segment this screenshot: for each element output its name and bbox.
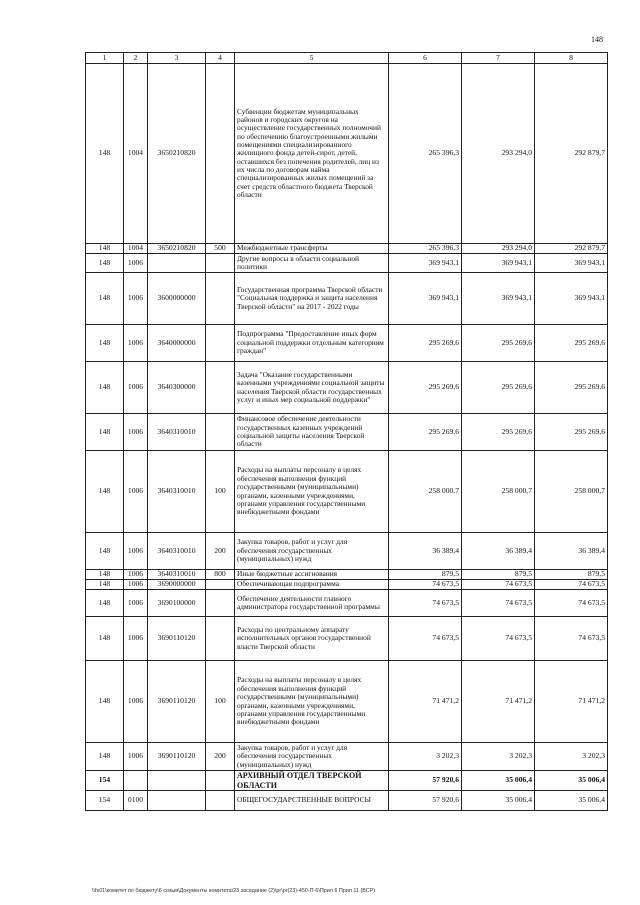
table-row (86, 254, 608, 273)
amount-year1-cell: 74 673,5 (389, 580, 462, 590)
amount-year1-cell: 295 269,6 (389, 362, 462, 414)
amount-year3-cell: 295 269,6 (535, 362, 608, 414)
section-code-cell: 1006 (124, 617, 148, 661)
amount-year2-cell: 369 943,1 (462, 273, 535, 325)
amount-year3-cell: 3 202,3 (535, 743, 608, 771)
amount-year1-cell: 57 920,6 (389, 791, 462, 811)
expense-type-cell (206, 791, 235, 811)
expense-name-cell: Подпрограмма "Предоставление иных форм социальной поддержки отдельным категориям граждан" (235, 325, 389, 362)
ministry-code-cell: 148 (86, 451, 124, 533)
expense-type-cell (206, 590, 235, 617)
target-article-cell (148, 791, 206, 811)
amount-year3-cell: 74 673,5 (535, 617, 608, 661)
amount-year2-cell: 295 269,6 (462, 362, 535, 414)
expense-name-cell: Задача "Оказание государственными казенными учреждениями социальной защиты населения Тверской области государственных услуг и иных мер социальной поддержки" (235, 362, 389, 414)
ministry-code-cell: 148 (86, 254, 124, 273)
expense-name-cell: Субвенции бюджетам муниципальных районов и городских округов на осуществление государственных полномочий по обеспечению благоустроенными жилыми помещениями специализированного жилищного фонда детей-сирот, детей, оставшихся без попечения родителей, лиц из их числа по договорам найма специализированных жилых помещений за счет средств областного бюджета Тверской области (235, 64, 389, 244)
section-code-cell: 1004 (124, 244, 148, 254)
column-header: 3 (148, 53, 206, 64)
amount-year1-cell: 265 396,3 (389, 244, 462, 254)
page-number: 148 (591, 35, 603, 44)
amount-year1-cell: 295 269,6 (389, 414, 462, 451)
amount-year1-cell: 879,5 (389, 570, 462, 580)
target-article-cell (148, 254, 206, 273)
ministry-code-cell: 154 (86, 771, 124, 791)
expense-type-cell (206, 254, 235, 273)
amount-year3-cell: 292 879,7 (535, 244, 608, 254)
amount-year2-cell: 295 269,6 (462, 414, 535, 451)
column-header: 5 (235, 53, 389, 64)
amount-year2-cell: 74 673,5 (462, 580, 535, 590)
expense-name-cell: Закупка товаров, работ и услуг для обеспечения государственных (муниципальных) нужд (235, 743, 389, 771)
section-code-cell: 1006 (124, 661, 148, 743)
amount-year1-cell: 369 943,1 (389, 254, 462, 273)
amount-year3-cell: 879,5 (535, 570, 608, 580)
ministry-code-cell: 148 (86, 325, 124, 362)
amount-year1-cell: 265 396,3 (389, 64, 462, 244)
target-article-cell: 3650210820 (148, 64, 206, 244)
target-article-cell: 3690110120 (148, 743, 206, 771)
amount-year2-cell: 36 389,4 (462, 533, 535, 570)
amount-year1-cell: 71 471,2 (389, 661, 462, 743)
amount-year1-cell: 258 000,7 (389, 451, 462, 533)
amount-year3-cell: 35 006,4 (535, 791, 608, 811)
amount-year3-cell: 292 879,7 (535, 64, 608, 244)
expense-type-cell (206, 325, 235, 362)
ministry-code-cell: 148 (86, 414, 124, 451)
amount-year1-cell: 36 389,4 (389, 533, 462, 570)
amount-year2-cell: 74 673,5 (462, 590, 535, 617)
amount-year2-cell: 3 202,3 (462, 743, 535, 771)
amount-year2-cell: 35 006,4 (462, 791, 535, 811)
table-row (86, 590, 608, 617)
table-row (86, 743, 608, 771)
ministry-code-cell: 148 (86, 64, 124, 244)
budget-table (85, 52, 608, 811)
section-code-cell: 1006 (124, 743, 148, 771)
expense-name-cell: Расходы на выплаты персоналу в целях обеспечения выполнения функций государственными (муниципальными) органами, казенными учреждениями, органами управления государственными внебюджетными фондами (235, 661, 389, 743)
expense-name-cell: Финансовое обеспечение деятельности государственных казенных учреждений социальной защиты населения Тверской области (235, 414, 389, 451)
section-code-cell: 1006 (124, 570, 148, 580)
expense-name-cell: Межбюджетные трансферты (235, 244, 389, 254)
expense-name-cell: Обеспечивающая подпрограмма (235, 580, 389, 590)
table-row (86, 570, 608, 580)
table-body (86, 64, 608, 811)
amount-year3-cell: 369 943,1 (535, 273, 608, 325)
amount-year3-cell: 71 471,2 (535, 661, 608, 743)
table-row (86, 325, 608, 362)
amount-year2-cell: 258 000,7 (462, 451, 535, 533)
section-code-cell: 1006 (124, 580, 148, 590)
section-code-cell: 1006 (124, 362, 148, 414)
table-row (86, 533, 608, 570)
section-code-cell: 1006 (124, 590, 148, 617)
expense-type-cell: 200 (206, 743, 235, 771)
target-article-cell: 3640000000 (148, 325, 206, 362)
table-row (86, 771, 608, 791)
expense-type-cell (206, 414, 235, 451)
expense-type-cell (206, 362, 235, 414)
table-row (86, 414, 608, 451)
amount-year1-cell: 74 673,5 (389, 590, 462, 617)
amount-year3-cell: 295 269,6 (535, 325, 608, 362)
amount-year2-cell: 71 471,2 (462, 661, 535, 743)
expense-type-cell (206, 617, 235, 661)
section-code-cell: 1006 (124, 325, 148, 362)
amount-year3-cell: 74 673,5 (535, 590, 608, 617)
target-article-cell: 3650210820 (148, 244, 206, 254)
expense-name-cell: Закупка товаров, работ и услуг для обеспечения государственных (муниципальных) нужд (235, 533, 389, 570)
amount-year1-cell: 74 673,5 (389, 617, 462, 661)
target-article-cell (148, 771, 206, 791)
section-code-cell (124, 771, 148, 791)
ministry-code-cell: 148 (86, 617, 124, 661)
expense-type-cell: 100 (206, 451, 235, 533)
amount-year3-cell: 36 389,4 (535, 533, 608, 570)
column-header: 6 (389, 53, 462, 64)
expense-type-cell: 200 (206, 533, 235, 570)
ministry-code-cell: 148 (86, 244, 124, 254)
section-code-cell: 1004 (124, 64, 148, 244)
expense-type-cell: 800 (206, 570, 235, 580)
expense-type-cell (206, 273, 235, 325)
table-row (86, 244, 608, 254)
file-path-footer: \\fs01\комитет по бюджету\6 созыв\Документы комитета\23 заседание (2)\pr\pr(23)-450-П-6\Прил 6 Прил 11 (ВСР) (92, 888, 375, 894)
amount-year2-cell: 879,5 (462, 570, 535, 580)
amount-year2-cell: 295 269,6 (462, 325, 535, 362)
amount-year2-cell: 293 294,0 (462, 244, 535, 254)
expense-name-cell: ОБЩЕГОСУДАРСТВЕННЫЕ ВОПРОСЫ (235, 791, 389, 811)
section-code-cell: 1006 (124, 533, 148, 570)
amount-year2-cell: 293 294,0 (462, 64, 535, 244)
table-row (86, 791, 608, 811)
target-article-cell: 3690000000 (148, 580, 206, 590)
amount-year1-cell: 369 943,1 (389, 273, 462, 325)
expense-type-cell (206, 64, 235, 244)
amount-year1-cell: 295 269,6 (389, 325, 462, 362)
section-code-cell: 1006 (124, 451, 148, 533)
amount-year3-cell: 258 000,7 (535, 451, 608, 533)
ministry-code-cell: 148 (86, 570, 124, 580)
table-row (86, 451, 608, 533)
ministry-code-cell: 148 (86, 273, 124, 325)
section-code-cell: 1006 (124, 414, 148, 451)
expense-name-cell: Расходы на выплаты персоналу в целях обеспечения выполнения функций государственными (муниципальными) органами, казенными учреждениями, органами управления государственными внебюджетными фондами (235, 451, 389, 533)
column-header: 7 (462, 53, 535, 64)
target-article-cell: 3690100000 (148, 590, 206, 617)
expense-name-cell: Иные бюджетные ассигнования (235, 570, 389, 580)
ministry-code-cell: 148 (86, 533, 124, 570)
ministry-code-cell: 148 (86, 580, 124, 590)
expense-type-cell: 100 (206, 661, 235, 743)
target-article-cell: 3640310010 (148, 451, 206, 533)
table-row (86, 661, 608, 743)
target-article-cell: 3640300000 (148, 362, 206, 414)
amount-year3-cell: 35 006,4 (535, 771, 608, 791)
expense-name-cell: Государственная программа Тверской области "Социальная поддержка и защита населения Тверской области" на 2017 - 2022 годы (235, 273, 389, 325)
amount-year3-cell: 74 673,5 (535, 580, 608, 590)
table-row (86, 362, 608, 414)
ministry-code-cell: 148 (86, 362, 124, 414)
table-header-row (86, 53, 608, 64)
expense-name-cell: Другие вопросы в области социальной политики (235, 254, 389, 273)
target-article-cell: 3690110120 (148, 661, 206, 743)
expense-type-cell (206, 771, 235, 791)
ministry-code-cell: 148 (86, 661, 124, 743)
target-article-cell: 3690110120 (148, 617, 206, 661)
table-row (86, 64, 608, 244)
amount-year1-cell: 57 920,6 (389, 771, 462, 791)
column-header: 8 (535, 53, 608, 64)
expense-type-cell: 500 (206, 244, 235, 254)
amount-year2-cell: 74 673,5 (462, 617, 535, 661)
target-article-cell: 3600000000 (148, 273, 206, 325)
amount-year2-cell: 369 943,1 (462, 254, 535, 273)
column-header: 2 (124, 53, 148, 64)
table-row (86, 617, 608, 661)
expense-name-cell: Расходы по центральному аппарату исполнительных органов государственной власти Тверской области (235, 617, 389, 661)
table-row (86, 580, 608, 590)
table-row (86, 273, 608, 325)
amount-year2-cell: 35 006,4 (462, 771, 535, 791)
expense-name-cell: АРХИВНЫЙ ОТДЕЛ ТВЕРСКОЙ ОБЛАСТИ (235, 771, 389, 791)
ministry-code-cell: 148 (86, 743, 124, 771)
amount-year3-cell: 369 943,1 (535, 254, 608, 273)
target-article-cell: 3640310010 (148, 414, 206, 451)
target-article-cell: 3640310010 (148, 570, 206, 580)
ministry-code-cell: 148 (86, 590, 124, 617)
column-header: 1 (86, 53, 124, 64)
section-code-cell: 1006 (124, 273, 148, 325)
expense-type-cell (206, 580, 235, 590)
ministry-code-cell: 154 (86, 791, 124, 811)
section-code-cell: 0100 (124, 791, 148, 811)
expense-name-cell: Обеспечение деятельности главного администратора государственной программы (235, 590, 389, 617)
amount-year1-cell: 3 202,3 (389, 743, 462, 771)
amount-year3-cell: 295 269,6 (535, 414, 608, 451)
target-article-cell: 3640310010 (148, 533, 206, 570)
column-header: 4 (206, 53, 235, 64)
section-code-cell: 1006 (124, 254, 148, 273)
